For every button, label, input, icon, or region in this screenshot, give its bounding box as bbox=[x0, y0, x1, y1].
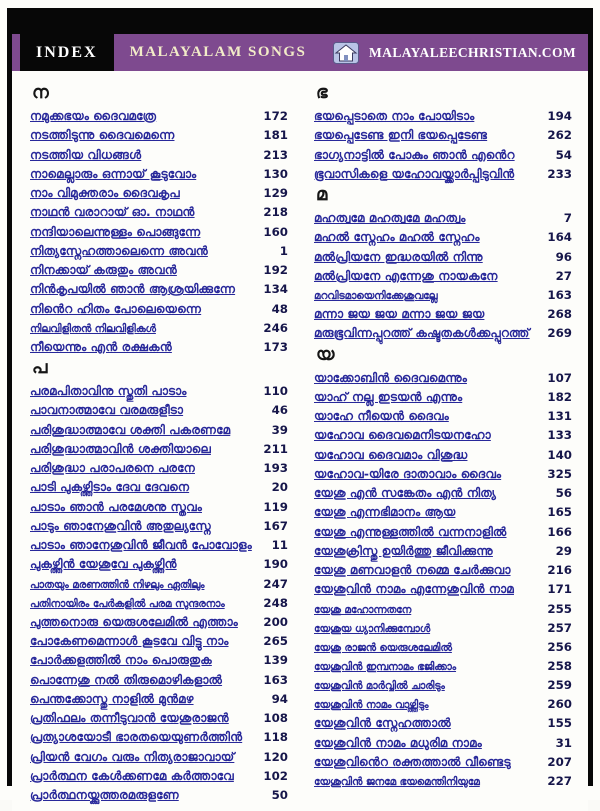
song-link[interactable]: നടത്തിയ വിധങ്ങൾ bbox=[30, 147, 142, 162]
song-row bbox=[314, 371, 572, 386]
song-link[interactable]: പാടി പുകഴ്ത്തിടാം ദേവ ദേവനെ bbox=[30, 480, 190, 495]
song-link[interactable]: പെന്തക്കോസ്തു നാളിൽ മുൻമഴ bbox=[30, 691, 194, 706]
song-page-number: 46 bbox=[271, 403, 288, 418]
song-link[interactable]: യഹോവ-യിരേ ദാതാവാം ദൈവം bbox=[314, 466, 502, 481]
song-row bbox=[314, 582, 572, 597]
song-row bbox=[30, 461, 288, 476]
song-page-number: 190 bbox=[263, 557, 288, 572]
song-link[interactable]: നിത്യസ്നേഹത്താലെന്നെ അവൻ bbox=[30, 243, 208, 258]
index-section bbox=[314, 186, 572, 341]
song-row bbox=[314, 428, 572, 443]
song-page-number: 134 bbox=[263, 282, 288, 297]
song-link[interactable]: പാവനാത്മാവേ വരമരുളീടാ bbox=[30, 403, 184, 418]
song-page-number: 131 bbox=[547, 409, 572, 424]
song-row bbox=[30, 205, 288, 220]
song-row bbox=[30, 302, 288, 317]
song-page-number: 213 bbox=[263, 147, 288, 162]
song-link[interactable]: പതിനായിരം പേർകളിൽ പരമ സുന്ദരനാം bbox=[30, 597, 225, 610]
song-link[interactable]: യേശുവിൻ ഇമ്പനാമം ഭജിക്കാം bbox=[314, 661, 457, 673]
header-bar bbox=[12, 34, 588, 71]
song-link[interactable]: മൽപ്രിയനേ ഇദ്ധരയിൽ നിന്നു bbox=[314, 249, 483, 264]
index-section bbox=[314, 84, 572, 181]
song-link[interactable]: പ്രാർത്ഥന കേൾക്കണമേ കർത്താവേ bbox=[30, 768, 234, 783]
song-link[interactable]: മറവിടമായെനിക്കേശുവല്ലേ bbox=[314, 290, 438, 302]
song-link[interactable]: മഹൽ സ്നേഹം മഹൽ സ്നേഹം bbox=[314, 230, 480, 245]
song-link[interactable]: പ്രതിഫലം തന്നീടുവാൻ യേശുരാജൻ bbox=[30, 711, 229, 726]
song-page-number: 194 bbox=[547, 109, 572, 123]
home-icon[interactable] bbox=[333, 42, 359, 64]
song-link[interactable]: പുകഴ്ത്തിൻ യേശുവേ പുകഴ്ത്തിൻ bbox=[30, 557, 177, 572]
song-page-number: 29 bbox=[555, 543, 572, 558]
song-page-number: 1 bbox=[279, 243, 288, 258]
index-section bbox=[314, 343, 572, 789]
song-row bbox=[30, 711, 288, 726]
song-link[interactable]: പരമപിതാവിനു സ്തുതി പാടാം bbox=[30, 384, 187, 399]
song-page-number: 7 bbox=[563, 211, 572, 225]
song-row bbox=[314, 307, 572, 322]
song-row bbox=[314, 326, 572, 341]
song-page-number: 163 bbox=[547, 288, 572, 302]
song-link[interactable]: യേശുവിൻ നാമം വാഴ്ത്തിടും bbox=[314, 699, 429, 712]
song-row bbox=[314, 563, 572, 578]
song-row bbox=[314, 390, 572, 405]
song-link[interactable]: പ്രിയൻ വേഗം വരും നിത്യരാജാവായ് bbox=[30, 749, 235, 764]
song-page-number: 193 bbox=[263, 461, 288, 476]
song-page-number: 248 bbox=[263, 595, 288, 610]
song-row bbox=[30, 519, 288, 534]
song-link[interactable]: പാടാം ഞാൻ പരമേശനു സ്തവം bbox=[30, 499, 202, 514]
song-row bbox=[314, 288, 572, 303]
song-row bbox=[30, 557, 288, 572]
song-row bbox=[314, 467, 572, 482]
song-page-number: 211 bbox=[263, 441, 288, 456]
song-page-number: 269 bbox=[547, 326, 572, 341]
song-page-number: 173 bbox=[263, 339, 288, 354]
song-row bbox=[30, 282, 288, 297]
song-page-number: 268 bbox=[547, 307, 572, 322]
song-page-number: 260 bbox=[547, 697, 572, 712]
song-page-number: 163 bbox=[263, 672, 288, 687]
song-link[interactable]: യഹോവ ദൈവമാം വിശുദ്ധ bbox=[314, 447, 468, 462]
page-frame bbox=[7, 8, 593, 803]
section-letter: യ bbox=[316, 343, 335, 365]
song-link[interactable]: യേശു മഹോന്നതനേ bbox=[314, 603, 412, 616]
song-link[interactable]: യേശുവിൻ ജനമേ ഭയമെന്തിനിയുമേ bbox=[314, 776, 480, 789]
song-row bbox=[314, 230, 572, 245]
song-link[interactable]: യാക്കോബിൻ ദൈവമെന്നും bbox=[314, 370, 467, 385]
song-row bbox=[314, 109, 572, 124]
song-link[interactable]: പാതയും മരണത്തിൻ നിഴലും ഏതിലും bbox=[30, 578, 205, 591]
song-page-number: 265 bbox=[263, 634, 288, 649]
song-page-number: 120 bbox=[263, 749, 288, 764]
song-link[interactable]: പുത്തനൊരു യെരുശലേമിൽ എത്താം bbox=[30, 614, 238, 629]
section-entries bbox=[314, 371, 572, 789]
song-link[interactable]: നമുക്കഭയം ദൈവമത്രേ bbox=[30, 109, 157, 123]
song-page-number: 39 bbox=[271, 422, 288, 437]
index-section bbox=[30, 84, 288, 355]
song-link[interactable]: പരിശുദ്ധാത്മാവേ ശക്തി പകരണമേ bbox=[30, 422, 231, 437]
section-entries bbox=[30, 384, 288, 803]
song-link[interactable]: പൊന്നേശു നൽ തിരുമൊഴികളാൽ bbox=[30, 672, 223, 687]
song-page-number: 94 bbox=[271, 691, 288, 706]
song-link[interactable]: നന്ദിയാലെന്നുള്ളം പൊങ്ങുന്നേ bbox=[30, 224, 201, 239]
song-page-number: 129 bbox=[263, 186, 288, 200]
song-link[interactable]: പോകേണമെന്നാൾ കൂടവേ വിട്ടു നാം bbox=[30, 634, 229, 649]
section-entries bbox=[314, 211, 572, 341]
song-link[interactable]: നീയെന്നും എൻ രക്ഷകൻ bbox=[30, 339, 172, 354]
song-link[interactable]: യേശുയ ധ്യാനിക്കുമ്പോൾ bbox=[314, 622, 431, 635]
song-link[interactable]: നാമെല്ലാരും ഒന്നായ് കൂടുവോം bbox=[30, 166, 197, 181]
song-page-number: 257 bbox=[547, 620, 572, 635]
song-page-number: 56 bbox=[555, 486, 572, 501]
song-row bbox=[30, 730, 288, 745]
song-row bbox=[314, 505, 572, 520]
index-column-right bbox=[314, 81, 572, 807]
song-link[interactable]: യേശു മണവാളൻ നമ്മെ ചേർക്കുവാ bbox=[314, 563, 511, 578]
song-row bbox=[314, 659, 572, 674]
song-row bbox=[314, 736, 572, 751]
song-page-number: 48 bbox=[271, 301, 288, 316]
song-row bbox=[30, 423, 288, 438]
song-row bbox=[30, 480, 288, 495]
song-page-number: 164 bbox=[547, 230, 572, 245]
song-page-number: 133 bbox=[547, 428, 572, 443]
section-letter: മ bbox=[316, 184, 328, 205]
song-link[interactable]: ഭാഗ്യനാട്ടിൽ പോകും ഞാൻ എൻെറ bbox=[314, 147, 515, 162]
section-letter: ഭ bbox=[316, 82, 328, 103]
song-page-number: 246 bbox=[263, 320, 288, 335]
song-row bbox=[314, 128, 572, 143]
song-row bbox=[30, 442, 288, 457]
song-page-number: 107 bbox=[547, 370, 572, 385]
song-page-number: 233 bbox=[547, 166, 572, 181]
song-page-number: 108 bbox=[263, 711, 288, 726]
song-link[interactable]: ഭയപ്പെടാതെ നാം പോയിടാം bbox=[314, 109, 475, 123]
song-link[interactable]: മന്നാ ജയ ജയ മന്നാ ജയ ജയ bbox=[314, 307, 485, 322]
section-letter: പ bbox=[32, 357, 48, 379]
song-page-number: 31 bbox=[555, 735, 572, 750]
song-page-number: 258 bbox=[547, 659, 572, 673]
song-row bbox=[314, 269, 572, 284]
song-page-number: 27 bbox=[555, 268, 572, 283]
song-row bbox=[314, 409, 572, 424]
song-row bbox=[314, 211, 572, 226]
page-title: MALAYALAM SONGS bbox=[129, 44, 307, 60]
song-page-number: 256 bbox=[547, 639, 572, 654]
song-row bbox=[30, 788, 288, 803]
song-page-number: 259 bbox=[547, 678, 572, 693]
song-page-number: 96 bbox=[555, 249, 572, 264]
song-link[interactable]: യേശുക്രിസ്തു ഉയിർത്തു ജീവിക്കുന്നു bbox=[314, 543, 493, 558]
song-row bbox=[30, 384, 288, 399]
song-page-number: 247 bbox=[263, 576, 288, 591]
section-entries bbox=[30, 109, 288, 355]
song-link[interactable]: പരിശുദ്ധാത്മാവിൻ ശക്തിയാലെ bbox=[30, 441, 211, 456]
song-page-number: 139 bbox=[263, 653, 288, 668]
song-link[interactable]: യേശു എൻ സങ്കേതം എൻ നിത്യ bbox=[314, 486, 496, 501]
song-row bbox=[314, 774, 572, 789]
song-row bbox=[30, 225, 288, 240]
song-link[interactable]: യേശു എന്നഭിമാനം ആയ bbox=[314, 505, 456, 520]
song-page-number: 216 bbox=[547, 563, 572, 578]
song-row bbox=[314, 678, 572, 693]
song-link[interactable]: നിൻെറ ഹിതം പോലെയെന്നെ bbox=[30, 301, 202, 316]
song-row bbox=[30, 403, 288, 418]
song-row bbox=[30, 653, 288, 668]
song-link[interactable]: യേശുവിൻെറ രക്തത്താൽ വീണ്ടെടു bbox=[314, 754, 511, 769]
song-row bbox=[314, 148, 572, 163]
song-row bbox=[314, 448, 572, 463]
song-row bbox=[30, 263, 288, 278]
song-row bbox=[314, 544, 572, 559]
song-page-number: 192 bbox=[263, 263, 288, 277]
song-link[interactable]: ഭൂവാസികളെ യഹോവയ്ക്കാർപ്പിടുവിൻ bbox=[314, 166, 515, 181]
song-row bbox=[30, 321, 288, 336]
song-link[interactable]: യേശുവിൻ സ്നേഹത്താൽ bbox=[314, 716, 451, 731]
song-link[interactable]: മഹത്വമേ മഹത്വമേ മഹത്വം bbox=[314, 211, 466, 225]
song-row bbox=[30, 634, 288, 649]
song-link[interactable]: യേശുവിൻ നാമം മധുരിമ നാമം bbox=[314, 735, 482, 750]
song-page-number: 218 bbox=[263, 205, 288, 220]
song-link[interactable]: യേശു എന്നുള്ളത്തിൽ വന്നനാളിൽ bbox=[314, 524, 507, 539]
song-row bbox=[30, 128, 288, 143]
song-page-number: 227 bbox=[547, 774, 572, 789]
song-link[interactable]: നാം വിമുക്തരാം ദൈവകൃപ bbox=[30, 186, 180, 200]
song-row bbox=[314, 486, 572, 501]
song-row bbox=[30, 340, 288, 355]
song-page-number: 110 bbox=[263, 384, 288, 399]
song-link[interactable]: യേശുവിൻ മാർവ്വിൽ ചാരിടും bbox=[314, 680, 445, 693]
song-page-number: 255 bbox=[547, 601, 572, 616]
song-row bbox=[30, 186, 288, 201]
song-page-number: 50 bbox=[271, 788, 288, 803]
section-letter: ന bbox=[32, 82, 49, 103]
song-page-number: 325 bbox=[547, 466, 572, 481]
song-row bbox=[314, 716, 572, 731]
index-section bbox=[30, 359, 288, 803]
song-row bbox=[30, 596, 288, 611]
song-row bbox=[30, 615, 288, 630]
song-row bbox=[314, 525, 572, 540]
song-link[interactable]: നാഥൻ വരാറായ് ഓ. നാഥൻ bbox=[30, 205, 195, 220]
song-page-number: 11 bbox=[271, 538, 288, 553]
song-row bbox=[314, 621, 572, 636]
song-page-number: 207 bbox=[547, 754, 572, 769]
song-page-number: 200 bbox=[263, 614, 288, 629]
song-link[interactable]: ഭയപ്പെടേണ്ട ഇനി ഭയപ്പെടേണ്ട bbox=[314, 128, 488, 143]
song-page-number: 54 bbox=[555, 147, 572, 162]
song-row bbox=[314, 602, 572, 617]
song-page-number: 160 bbox=[263, 224, 288, 239]
index-label: INDEX bbox=[20, 34, 114, 71]
song-link[interactable]: പാടാം ഞാനേശുവിൻ ജീവൻ പോവോളം bbox=[30, 538, 252, 553]
song-page-number: 167 bbox=[263, 518, 288, 533]
song-row bbox=[30, 244, 288, 259]
song-row bbox=[30, 673, 288, 688]
song-row bbox=[30, 750, 288, 765]
song-link[interactable]: നിൻകൃപയിൽ ഞാൻ ആശ്രയിക്കുന്നേ bbox=[30, 282, 236, 297]
index-column-left bbox=[30, 81, 288, 807]
song-page-number: 172 bbox=[263, 109, 288, 123]
song-page-number: 140 bbox=[547, 447, 572, 462]
song-row bbox=[30, 692, 288, 707]
song-link[interactable]: പാടും ഞാനേശുവിൻ അതുല്യസ്നേ bbox=[30, 518, 211, 533]
song-row bbox=[314, 250, 572, 265]
song-row bbox=[314, 697, 572, 712]
song-row bbox=[30, 167, 288, 182]
song-row bbox=[30, 577, 288, 592]
song-link[interactable]: പരിശുദ്ധാ പരാപരനെ പരനേ bbox=[30, 461, 195, 476]
song-page-number: 155 bbox=[547, 716, 572, 731]
song-row bbox=[314, 755, 572, 770]
song-row bbox=[30, 148, 288, 163]
song-page-number: 262 bbox=[547, 128, 572, 143]
song-row bbox=[30, 538, 288, 553]
song-link[interactable]: യാഹേ നീയെൻ ദൈവം bbox=[314, 409, 449, 424]
top-black-bar bbox=[12, 8, 588, 34]
song-link[interactable]: പ്രത്യാശയോടീ ഭാരതയെയുണർത്തിൻ bbox=[30, 730, 243, 745]
index-content bbox=[12, 71, 588, 811]
song-row bbox=[30, 500, 288, 515]
song-link[interactable]: യഹോവ ദൈവമെനിടയനഹോ bbox=[314, 428, 491, 443]
song-link[interactable]: നിനക്കായ് കരുതും അവൻ bbox=[30, 263, 177, 277]
song-link[interactable]: യാഹ് നല്ല ഇടയൻ എന്നും bbox=[314, 389, 463, 404]
song-page-number: 181 bbox=[263, 128, 288, 143]
song-link[interactable]: യേശു രാജൻ യെരുശലേമിൽ bbox=[314, 641, 452, 654]
song-link[interactable]: മൽപ്രിയനേ എന്നേശു നായകനേ bbox=[314, 268, 498, 283]
song-page-number: 118 bbox=[263, 730, 288, 745]
song-page-number: 130 bbox=[263, 166, 288, 181]
song-page-number: 171 bbox=[547, 582, 572, 597]
song-link[interactable]: പ്രാർത്ഥനയ്ക്കുത്തരമരുളണേ bbox=[30, 788, 179, 803]
song-row bbox=[30, 769, 288, 784]
song-row bbox=[30, 109, 288, 124]
song-link[interactable]: നിലവിളിതൻ നിലവിളികൾ bbox=[30, 322, 156, 335]
song-page-number: 102 bbox=[263, 768, 288, 783]
song-page-number: 165 bbox=[547, 505, 572, 520]
song-page-number: 20 bbox=[271, 480, 288, 495]
song-page-number: 166 bbox=[547, 524, 572, 539]
song-row bbox=[314, 167, 572, 182]
song-page-number: 119 bbox=[263, 499, 288, 514]
song-link[interactable]: പോർക്കളത്തിൽ നാം പൊരുതുക bbox=[30, 653, 212, 668]
song-row bbox=[314, 640, 572, 655]
song-link[interactable]: മരുഭൂവിന്നപ്പുറത്ത് കഷ്ടതകൾക്കപ്പുറത്ത് bbox=[314, 326, 530, 341]
song-link[interactable]: യേശുവിൻ നാമം എന്നേശുവിൻ നാമ bbox=[314, 582, 514, 597]
site-link[interactable]: MALAYALEECHRISTIAN.COM bbox=[369, 44, 576, 60]
song-page-number: 182 bbox=[547, 389, 572, 404]
song-link[interactable]: നടത്തിടുന്നു ദൈവമെന്നെ bbox=[30, 128, 175, 143]
section-entries bbox=[314, 109, 572, 181]
